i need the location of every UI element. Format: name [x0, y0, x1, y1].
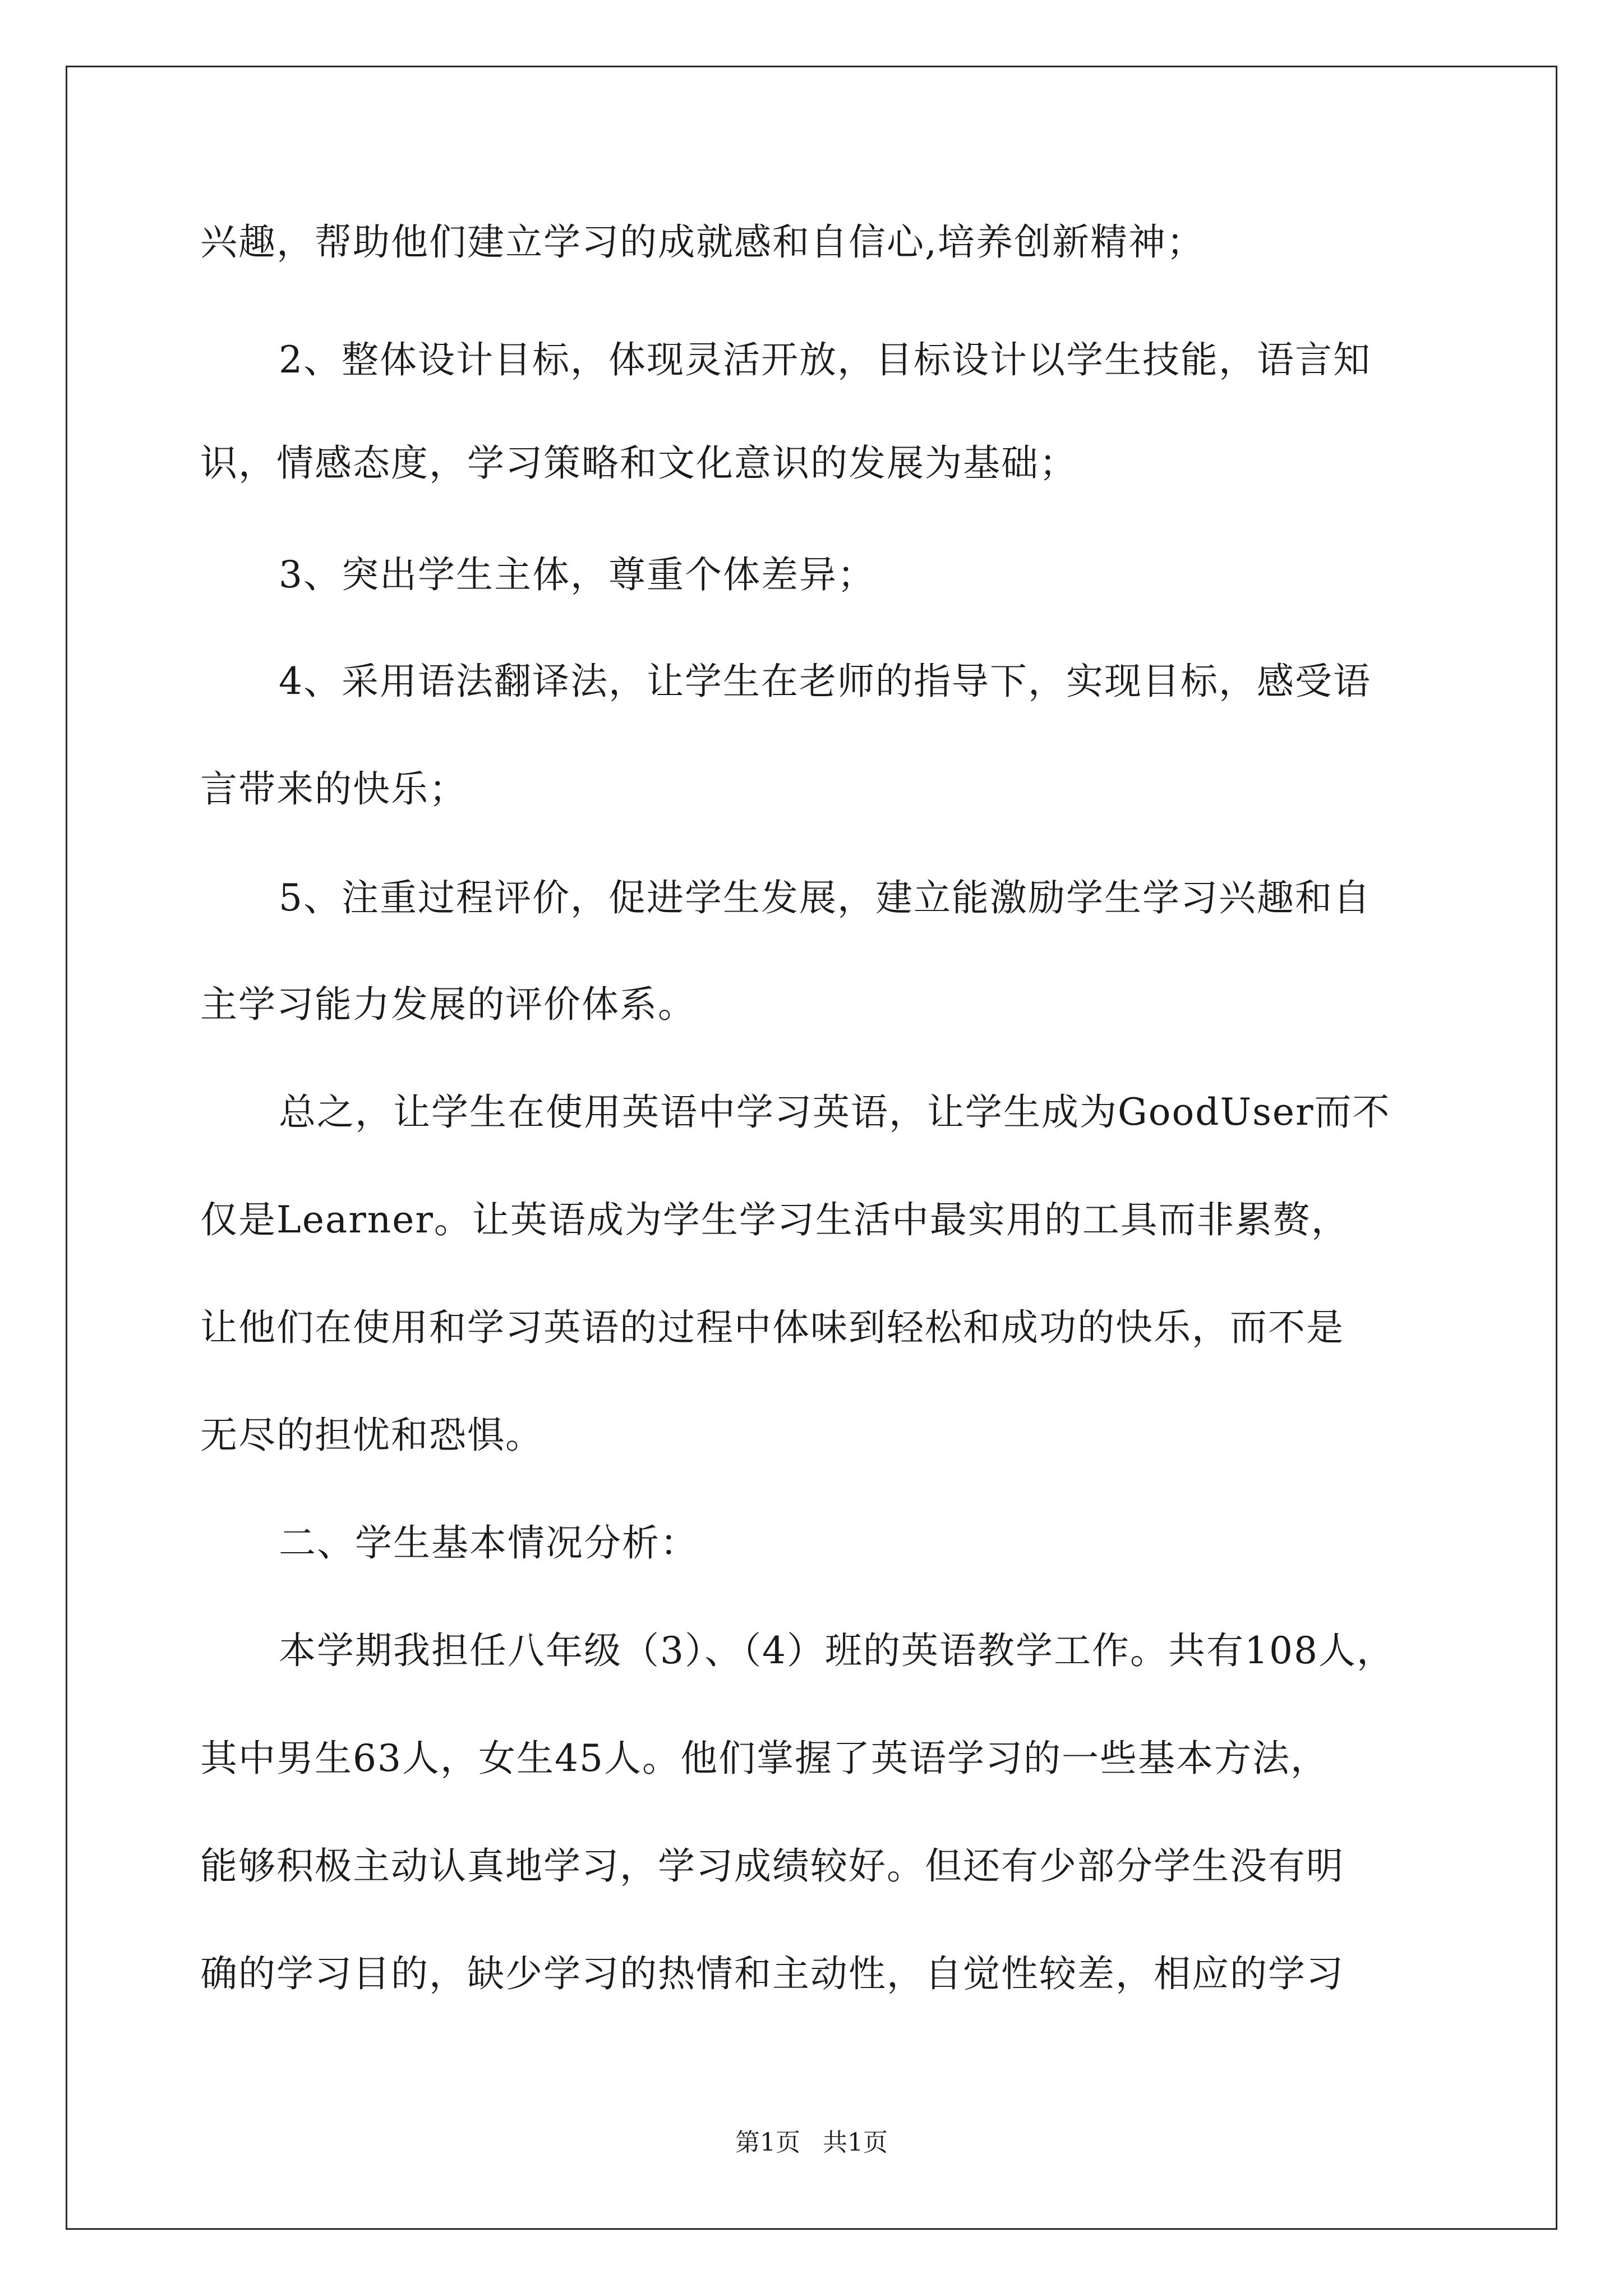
text-line: 言带来的快乐；	[200, 767, 467, 811]
paragraph-line: 5、注重过程评价，促进学生发展，建立能激励学生学习兴趣和自	[279, 876, 1371, 919]
section-heading: 二、学生基本情况分析：	[279, 1521, 698, 1565]
text-line: 能够积极主动认真地学习，学习成绩较好。但还有少部分学生没有明	[200, 1844, 1344, 1888]
paragraph-line: 2、整体设计目标，体现灵活开放，目标设计以学生技能，语言知	[279, 338, 1371, 381]
paragraph-line: 4、采用语法翻译法，让学生在老师的指导下，实现目标，感受语	[279, 660, 1371, 703]
paragraph-line: 本学期我担任八年级（3）、（4）班的英语教学工作。共有108人，	[279, 1629, 1395, 1672]
paragraph-line: 3、突出学生主体，尊重个体差异；	[279, 553, 875, 596]
text-line: 无尽的担忧和恐惧。	[200, 1414, 543, 1457]
text-line: 主学习能力发展的评价体系。	[200, 983, 696, 1026]
page-number: 第1页	[735, 2128, 800, 2157]
text-line: 让他们在使用和学习英语的过程中体味到轻松和成功的快乐，而不是	[200, 1306, 1344, 1349]
text-line: 识，情感态度，学习策略和文化意识的发展为基础；	[200, 441, 1077, 485]
page-total: 共1页	[823, 2128, 888, 2157]
text-line: 兴趣，帮助他们建立学习的成就感和自信心,培养创新精神；	[200, 220, 1205, 264]
text-line: 仅是Learner。让英语成为学生学习生活中最实用的工具而非累赘，	[200, 1198, 1349, 1241]
page-footer	[0, 2127, 1623, 2159]
text-line: 其中男生63人，女生45人。他们掌握了英语学习的一些基本方法，	[200, 1737, 1329, 1780]
page-border	[66, 66, 1557, 2230]
text-line: 确的学习目的，缺少学习的热情和主动性，自觉性较差，相应的学习	[200, 1952, 1344, 1995]
paragraph-line: 总之，让学生在使用英语中学习英语，让学生成为GoodUser而不	[279, 1091, 1391, 1134]
